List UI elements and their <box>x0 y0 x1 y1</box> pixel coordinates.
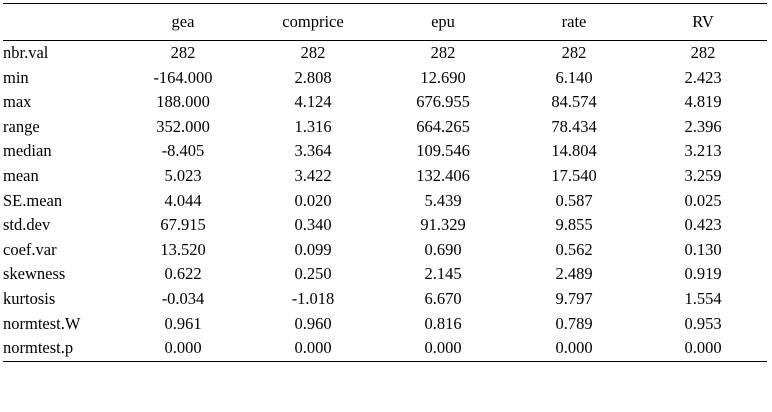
table-row <box>3 238 767 263</box>
cell-rv: 2.396 <box>684 116 722 136</box>
row-label: normtest.W <box>3 313 81 333</box>
row-label: range <box>3 116 40 136</box>
cell-rate: 17.540 <box>551 165 597 185</box>
cell-gea: 0.622 <box>164 264 202 284</box>
row-label: coef.var <box>3 239 57 259</box>
cell-comprice: 2.808 <box>294 67 332 87</box>
column-header-gea: gea <box>117 4 249 41</box>
cell-rate: 78.434 <box>551 116 597 136</box>
column-header-comprice: comprice <box>249 4 377 41</box>
cell-rate: 2.489 <box>555 264 593 284</box>
row-label: normtest.p <box>3 336 117 361</box>
cell-rate: 0.789 <box>555 313 593 333</box>
table-row <box>3 66 767 91</box>
cell-comprice: 1.316 <box>294 116 332 136</box>
cell-gea: -0.034 <box>161 288 205 308</box>
table-row <box>3 189 767 214</box>
table-row <box>3 287 767 312</box>
cell-epu: 91.329 <box>420 215 466 235</box>
column-header-rate: rate <box>509 4 639 41</box>
cell-gea: -8.405 <box>161 141 205 161</box>
cell-gea: 352.000 <box>156 116 210 136</box>
descriptive-statistics-table <box>3 3 767 362</box>
cell-rv: 0.000 <box>639 336 767 361</box>
table-row <box>3 312 767 337</box>
cell-rate: 9.855 <box>555 215 593 235</box>
row-label: min <box>3 67 29 87</box>
cell-epu: 12.690 <box>420 67 466 87</box>
cell-comprice: 0.099 <box>294 239 332 259</box>
cell-rv: 0.953 <box>684 313 722 333</box>
cell-epu: 0.816 <box>424 313 462 333</box>
table-row <box>3 262 767 287</box>
table-row <box>3 336 767 361</box>
cell-rv: 0.025 <box>684 190 722 210</box>
row-label: mean <box>3 165 39 185</box>
header-corner <box>3 4 117 41</box>
cell-rate: 0.562 <box>555 239 593 259</box>
table-row <box>3 213 767 238</box>
cell-epu: 132.406 <box>416 165 470 185</box>
cell-rv: 0.130 <box>684 239 722 259</box>
cell-gea: 4.044 <box>164 190 202 210</box>
cell-epu: 0.000 <box>377 336 509 361</box>
cell-epu: 664.265 <box>416 116 470 136</box>
cell-comprice: 3.422 <box>294 165 332 185</box>
table-header <box>3 4 767 41</box>
cell-gea: 5.023 <box>164 165 202 185</box>
cell-rate: 84.574 <box>551 92 597 112</box>
row-label: SE.mean <box>3 190 63 210</box>
row-label: median <box>3 141 52 161</box>
cell-gea: 188.000 <box>156 92 210 112</box>
cell-epu: 5.439 <box>424 190 462 210</box>
row-label: std.dev <box>3 215 51 235</box>
cell-epu: 676.955 <box>416 92 470 112</box>
cell-rate: 0.587 <box>555 190 593 210</box>
table-row <box>3 90 767 115</box>
cell-rv: 2.423 <box>684 67 722 87</box>
table-row <box>3 41 767 66</box>
column-header-epu: epu <box>377 4 509 41</box>
cell-rv: 0.919 <box>684 264 722 284</box>
cell-epu: 0.690 <box>424 239 462 259</box>
cell-epu: 2.145 <box>424 264 462 284</box>
cell-comprice: 0.000 <box>249 336 377 361</box>
table-body <box>3 41 767 362</box>
cell-comprice: 282 <box>300 43 326 62</box>
column-header-rv: RV <box>639 4 767 41</box>
cell-gea: 67.915 <box>160 215 206 235</box>
cell-comprice: 0.340 <box>294 215 332 235</box>
cell-rate: 282 <box>561 43 587 62</box>
cell-rate: 0.000 <box>509 336 639 361</box>
row-label: skewness <box>3 264 66 284</box>
cell-comprice: 0.250 <box>294 264 332 284</box>
cell-epu: 109.546 <box>416 141 470 161</box>
cell-gea: 0.961 <box>164 313 202 333</box>
table-row <box>3 164 767 189</box>
header-row <box>3 4 767 41</box>
table-row <box>3 115 767 140</box>
cell-gea: 0.000 <box>117 336 249 361</box>
cell-epu: 282 <box>430 43 456 62</box>
cell-comprice: 3.364 <box>294 141 332 161</box>
cell-rv: 0.423 <box>684 215 722 235</box>
cell-comprice: 4.124 <box>294 92 332 112</box>
cell-comprice: -1.018 <box>291 288 335 308</box>
cell-comprice: 0.020 <box>294 190 332 210</box>
cell-comprice: 0.960 <box>294 313 332 333</box>
cell-rv: 1.554 <box>684 288 722 308</box>
cell-rate: 14.804 <box>551 141 597 161</box>
cell-rv: 282 <box>690 43 716 62</box>
cell-rv: 3.213 <box>684 141 722 161</box>
cell-rate: 9.797 <box>555 288 593 308</box>
row-label: kurtosis <box>3 288 56 308</box>
cell-rv: 4.819 <box>684 92 722 112</box>
row-label: max <box>3 92 32 112</box>
cell-rate: 6.140 <box>555 67 593 87</box>
row-label: nbr.val <box>3 43 49 62</box>
cell-epu: 6.670 <box>424 288 462 308</box>
cell-rv: 3.259 <box>684 165 722 185</box>
cell-gea: -164.000 <box>153 67 213 87</box>
table-row <box>3 139 767 164</box>
cell-gea: 282 <box>170 43 196 62</box>
cell-gea: 13.520 <box>160 239 206 259</box>
